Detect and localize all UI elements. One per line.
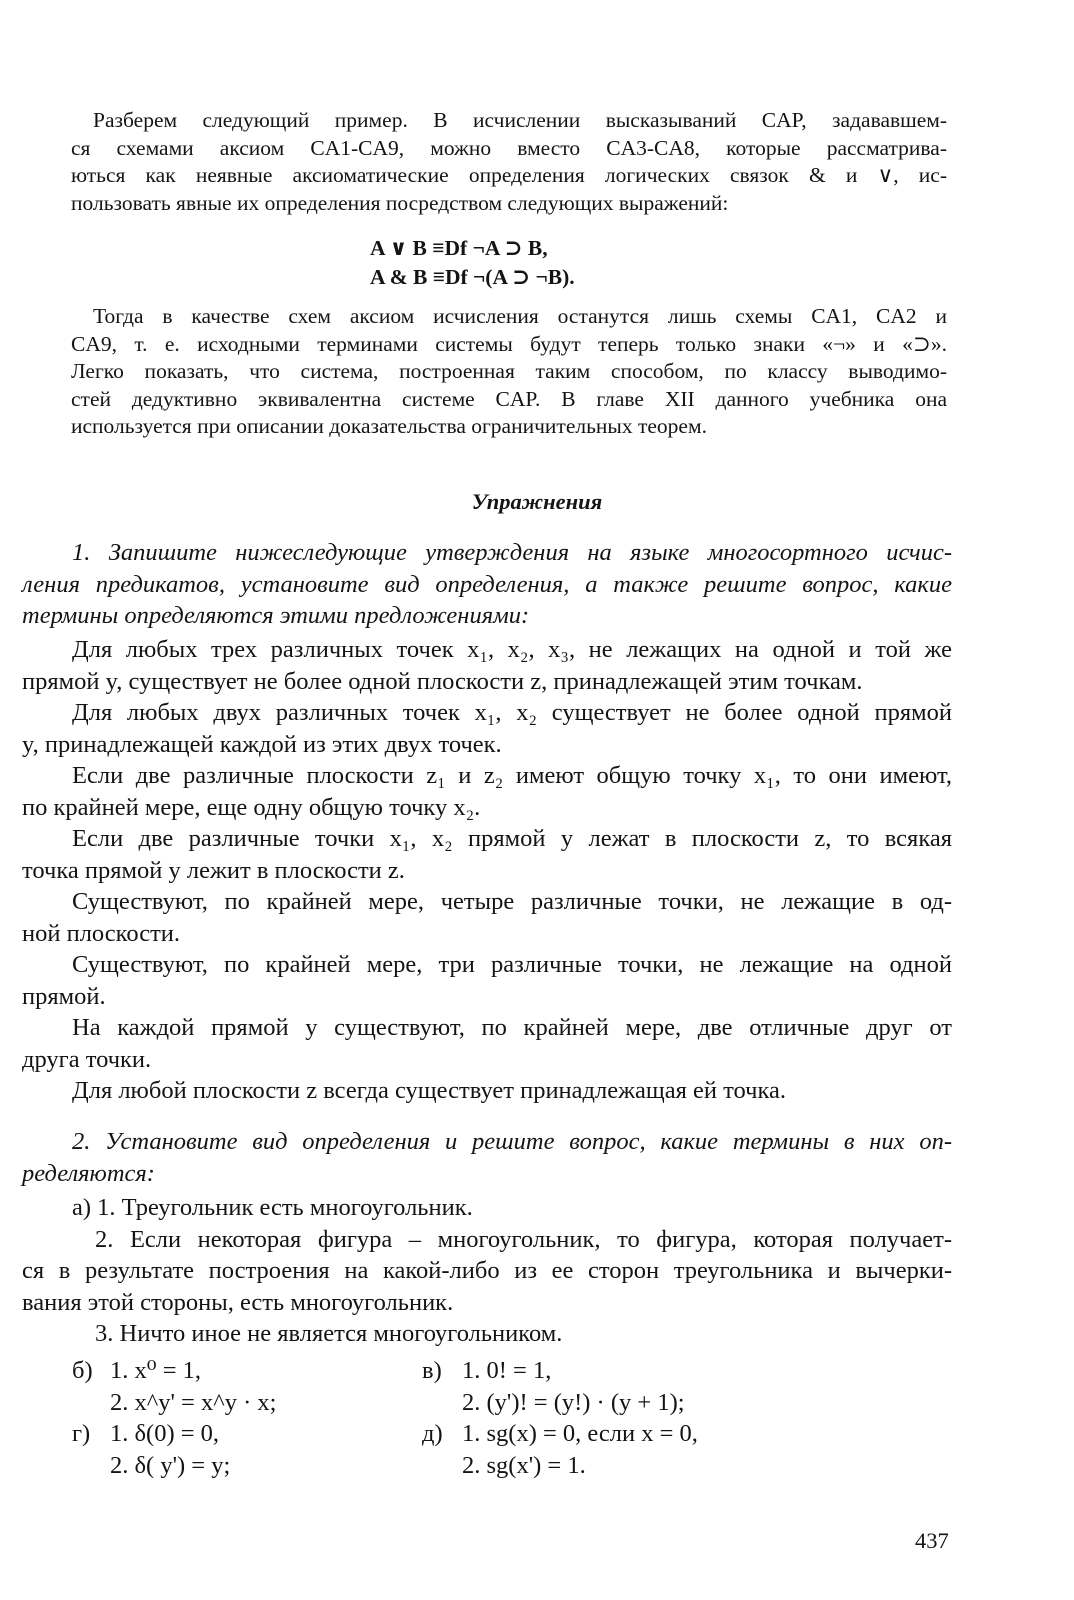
def-v-1: 1. 0! = 1, [462, 1357, 552, 1384]
statement-line: точка прямой y лежит в плоскости z. [22, 856, 405, 884]
text-line: ределяются: [22, 1159, 155, 1187]
statement-line: друга точки. [22, 1045, 152, 1073]
statement-line: Существуют, по крайней мере, четыре различные точки, не лежащие в од- [72, 888, 952, 915]
def-g-2: 2. δ( y') = y; [110, 1451, 231, 1479]
followup-paragraph [71, 303, 947, 441]
text-line: Разберем следующий пример. В исчислении высказываний CAP, задававшем- [93, 108, 947, 132]
statement-line: ной плоскости. [22, 919, 181, 947]
def-d-1: 1. sg(x) = 0, если x = 0, [462, 1420, 698, 1447]
statement-line: На каждой прямой y существуют, по крайней мере, две отличные друг от [72, 1014, 952, 1041]
item-a-line-3: 3. Ничто иное не является многоугольником. [95, 1320, 563, 1347]
item-a-line-2: 2. Если некоторая фигура – многоугольник, то фигура, которая получает- [95, 1225, 952, 1253]
statement-line: прямой y, существует не более одной плоскости z, принадлежащей этим точкам. [22, 667, 863, 695]
exercise-1-intro [22, 537, 952, 632]
statement-line: по крайней мере, еще одну общую точку x₂. [22, 793, 481, 821]
statement-line: Если две различные точки x₁, x₂ прямой y лежат в плоскости z, то всякая [72, 825, 952, 852]
page-number: 437 [915, 1528, 949, 1553]
def-d-2: 2. sg(x') = 1. [462, 1451, 586, 1479]
text-line: Легко показать, что система, построенная таким способом, по классу выводимо- [71, 359, 947, 383]
formula-disjunction: A ∨ B ≡Df ¬A ⊃ B, [370, 236, 548, 260]
label-b: б) [72, 1357, 93, 1384]
item-a [22, 1192, 952, 1350]
statement-line: Для любых двух различных точек x₁, x₂ существует не более одной прямой [72, 699, 952, 726]
def-b-2: 2. x^y' = x^y · x; [110, 1388, 277, 1416]
text-line: ся схемами аксиом CA1-CA9, можно вместо CA3-CA8, которые рассматрива- [71, 135, 947, 160]
def-b-1: 1. x⁰ = 1, [110, 1357, 202, 1384]
exercise-1-statements [22, 634, 952, 1107]
statement-line: y, принадлежащей каждой из этих двух точек. [22, 730, 502, 758]
text-line: Тогда в качестве схем аксиом исчисления останутся лишь схемы CA1, CA2 и [93, 304, 947, 328]
text-line: пользовать явные их определения посредством следующих выражений: [71, 190, 729, 215]
label-d: д) [422, 1420, 443, 1447]
exercise-2-intro [22, 1126, 952, 1189]
text-line: ления предикатов, установите вид определения, а также решите вопрос, какие [22, 570, 952, 598]
text-line: ються как неявные аксиоматические определения логических связок & и ∨, ис- [71, 163, 947, 187]
def-v-2: 2. (y')! = (y!) · (y + 1); [462, 1388, 685, 1416]
formula-conjunction: A & B ≡Df ¬(A ⊃ ¬B). [370, 265, 575, 289]
statement-line: Существуют, по крайней мере, три различные точки, не лежащие на одной [72, 951, 952, 978]
statement-line: Если две различные плоскости z₁ и z₂ имеют общую точку x₁, то они имеют, [72, 762, 952, 789]
text-line: CA9, т. е. исходными терминами системы будут теперь только знаки «¬» и «⊃». [71, 331, 947, 356]
def-g-1: 1. δ(0) = 0, [110, 1420, 220, 1447]
statement-line: Для любых трех различных точек x₁, x₂, x₃, не лежащих на одной и той же [72, 636, 952, 663]
statement-line: прямой. [22, 982, 106, 1010]
text-line: стей дедуктивно эквивалентна системе CAP. В главе XII данного учебника она [71, 386, 947, 411]
text-line: 1. Запишите нижеследующие утверждения на языке многосортного исчис- [72, 539, 952, 566]
section-title: Упражнения [471, 489, 603, 514]
item-a-line-2: вания этой стороны, есть многоугольник. [22, 1288, 454, 1316]
item-a-line-1: а) 1. Треугольник есть многоугольник. [72, 1194, 473, 1221]
label-g: г) [72, 1420, 91, 1447]
recursive-definitions [0, 1355, 1074, 1481]
statement-line: Для любой плоскости z всегда существует принадлежащая ей точка. [72, 1077, 787, 1104]
label-v: в) [422, 1357, 442, 1384]
item-a-line-2: ся в результате построения на какой-либо из ее сторон треугольника и вычерки- [22, 1257, 952, 1284]
text-line: 2. Установите вид определения и решите вопрос, какие термины в них оп- [72, 1128, 952, 1155]
text-line: термины определяются этими предложениями: [22, 602, 530, 629]
text-line: используется при описании доказательства ограничительных теорем. [71, 414, 707, 438]
definition-formulas [0, 234, 1074, 292]
intro-paragraph [71, 107, 947, 217]
